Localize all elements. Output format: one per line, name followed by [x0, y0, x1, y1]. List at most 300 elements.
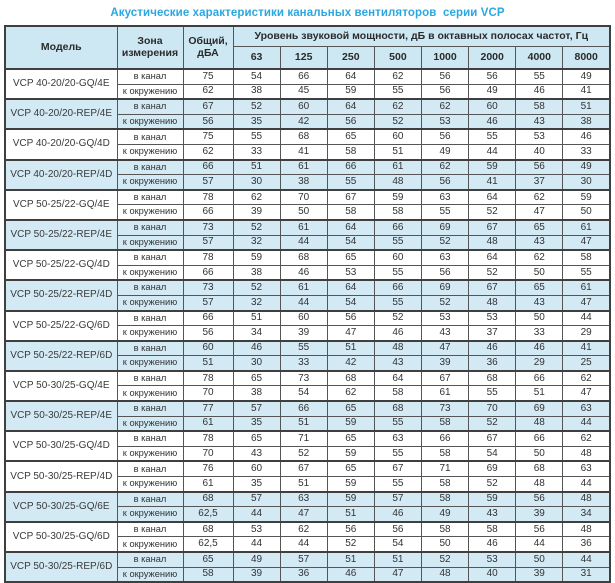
total-dba-cell: 58 [183, 567, 233, 582]
level-cell: 57 [233, 492, 280, 507]
level-cell: 58 [327, 205, 374, 220]
level-cell: 41 [469, 175, 516, 190]
zone-cell: в канал [117, 280, 183, 295]
model-cell: VCP 50-25/22-GQ/4E [5, 190, 117, 220]
level-cell: 61 [280, 280, 327, 295]
level-cell: 50 [563, 205, 610, 220]
col-header-freq-group: Уровень звуковой мощности, дБ в октавных полосах частот, Гц [233, 26, 610, 47]
level-cell: 58 [422, 492, 469, 507]
level-cell: 44 [516, 537, 563, 552]
level-cell: 53 [516, 129, 563, 144]
level-cell: 47 [327, 326, 374, 341]
level-cell: 50 [516, 552, 563, 567]
zone-cell: в канал [117, 522, 183, 537]
level-cell: 64 [374, 371, 421, 386]
level-cell: 58 [374, 205, 421, 220]
level-cell: 67 [374, 461, 421, 476]
level-cell: 52 [422, 295, 469, 310]
total-dba-cell: 62 [183, 144, 233, 159]
level-cell: 64 [327, 69, 374, 84]
level-cell: 46 [327, 567, 374, 582]
level-cell: 25 [563, 356, 610, 371]
level-cell: 58 [327, 144, 374, 159]
model-cell: VCP 50-30/25-GQ/4D [5, 431, 117, 461]
level-cell: 59 [327, 477, 374, 492]
level-cell: 65 [327, 401, 374, 416]
table-row [5, 492, 610, 507]
level-cell: 61 [563, 280, 610, 295]
total-dba-cell: 67 [183, 99, 233, 114]
zone-cell: к окружению [117, 205, 183, 220]
level-cell: 70 [469, 401, 516, 416]
level-cell: 66 [516, 371, 563, 386]
zone-cell: в канал [117, 250, 183, 265]
zone-cell: к окружению [117, 84, 183, 99]
zone-cell: к окружению [117, 537, 183, 552]
level-cell: 43 [233, 446, 280, 461]
level-cell: 46 [516, 84, 563, 99]
zone-cell: в канал [117, 160, 183, 175]
level-cell: 46 [469, 537, 516, 552]
table-body [5, 69, 610, 582]
level-cell: 47 [563, 235, 610, 250]
model-cell: VCP 40-20/20-GQ/4D [5, 129, 117, 159]
zone-cell: к окружению [117, 235, 183, 250]
level-cell: 48 [374, 175, 421, 190]
level-cell: 51 [563, 99, 610, 114]
level-cell: 32 [233, 295, 280, 310]
level-cell: 52 [422, 235, 469, 250]
level-cell: 56 [422, 69, 469, 84]
level-cell: 34 [563, 507, 610, 522]
level-cell: 54 [327, 235, 374, 250]
total-dba-cell: 70 [183, 446, 233, 461]
col-header-freq-8000: 8000 [563, 47, 610, 70]
zone-cell: в канал [117, 311, 183, 326]
zone-cell: к окружению [117, 114, 183, 129]
level-cell: 55 [327, 175, 374, 190]
zone-cell: к окружению [117, 175, 183, 190]
level-cell: 45 [280, 84, 327, 99]
total-dba-cell: 78 [183, 250, 233, 265]
level-cell: 64 [327, 99, 374, 114]
level-cell: 41 [563, 341, 610, 356]
level-cell: 62 [374, 69, 421, 84]
level-cell: 57 [280, 552, 327, 567]
total-dba-cell: 62 [183, 84, 233, 99]
level-cell: 62 [422, 160, 469, 175]
col-header-freq-250: 250 [327, 47, 374, 70]
zone-cell: к окружению [117, 386, 183, 401]
table-row [5, 129, 610, 144]
level-cell: 62 [327, 386, 374, 401]
level-cell: 39 [280, 326, 327, 341]
level-cell: 48 [563, 446, 610, 461]
col-header-freq-500: 500 [374, 47, 421, 70]
level-cell: 35 [233, 477, 280, 492]
level-cell: 43 [516, 235, 563, 250]
level-cell: 38 [280, 175, 327, 190]
level-cell: 38 [563, 114, 610, 129]
zone-cell: в канал [117, 99, 183, 114]
level-cell: 62 [422, 99, 469, 114]
level-cell: 55 [422, 205, 469, 220]
level-cell: 42 [280, 114, 327, 129]
level-cell: 68 [374, 401, 421, 416]
total-dba-cell: 57 [183, 295, 233, 310]
level-cell: 52 [469, 477, 516, 492]
level-cell: 29 [516, 356, 563, 371]
col-header-freq-63: 63 [233, 47, 280, 70]
level-cell: 54 [280, 386, 327, 401]
level-cell: 59 [327, 84, 374, 99]
level-cell: 44 [233, 507, 280, 522]
level-cell: 62 [516, 190, 563, 205]
level-cell: 41 [280, 144, 327, 159]
level-cell: 56 [516, 522, 563, 537]
level-cell: 53 [469, 311, 516, 326]
level-cell: 48 [563, 522, 610, 537]
zone-cell: к окружению [117, 144, 183, 159]
level-cell: 47 [374, 567, 421, 582]
col-header-freq-1000: 1000 [422, 47, 469, 70]
level-cell: 56 [516, 492, 563, 507]
level-cell: 42 [327, 356, 374, 371]
level-cell: 51 [374, 552, 421, 567]
level-cell: 57 [374, 492, 421, 507]
table-row [5, 160, 610, 175]
level-cell: 61 [280, 160, 327, 175]
level-cell: 48 [563, 492, 610, 507]
level-cell: 36 [563, 537, 610, 552]
level-cell: 52 [374, 311, 421, 326]
level-cell: 40 [516, 144, 563, 159]
level-cell: 52 [422, 552, 469, 567]
zone-cell: в канал [117, 220, 183, 235]
level-cell: 49 [233, 552, 280, 567]
level-cell: 61 [374, 160, 421, 175]
level-cell: 38 [233, 265, 280, 280]
level-cell: 69 [422, 220, 469, 235]
level-cell: 54 [233, 69, 280, 84]
level-cell: 65 [516, 280, 563, 295]
level-cell: 35 [233, 416, 280, 431]
level-cell: 60 [374, 250, 421, 265]
zone-cell: в канал [117, 461, 183, 476]
table-row [5, 220, 610, 235]
level-cell: 43 [469, 507, 516, 522]
total-dba-cell: 73 [183, 280, 233, 295]
total-dba-cell: 75 [183, 129, 233, 144]
level-cell: 60 [280, 311, 327, 326]
level-cell: 46 [469, 341, 516, 356]
level-cell: 66 [327, 160, 374, 175]
level-cell: 59 [233, 250, 280, 265]
level-cell: 61 [280, 220, 327, 235]
level-cell: 55 [469, 129, 516, 144]
level-cell: 67 [327, 190, 374, 205]
zone-cell: в канал [117, 190, 183, 205]
level-cell: 44 [563, 416, 610, 431]
total-dba-cell: 76 [183, 461, 233, 476]
level-cell: 51 [374, 144, 421, 159]
col-header-freq-125: 125 [280, 47, 327, 70]
level-cell: 58 [422, 522, 469, 537]
total-dba-cell: 75 [183, 69, 233, 84]
level-cell: 61 [422, 386, 469, 401]
col-header-freq-2000: 2000 [469, 47, 516, 70]
level-cell: 60 [280, 99, 327, 114]
level-cell: 54 [327, 295, 374, 310]
level-cell: 57 [233, 401, 280, 416]
level-cell: 53 [327, 265, 374, 280]
level-cell: 56 [422, 265, 469, 280]
level-cell: 65 [327, 461, 374, 476]
level-cell: 29 [563, 326, 610, 341]
table-row [5, 190, 610, 205]
level-cell: 35 [233, 114, 280, 129]
total-dba-cell: 73 [183, 220, 233, 235]
total-dba-cell: 51 [183, 356, 233, 371]
level-cell: 59 [469, 492, 516, 507]
level-cell: 48 [516, 416, 563, 431]
table-row [5, 311, 610, 326]
level-cell: 60 [469, 99, 516, 114]
level-cell: 55 [374, 84, 421, 99]
level-cell: 31 [563, 567, 610, 582]
model-cell: VCP 40-20/20-GQ/4E [5, 69, 117, 99]
header-row-top [5, 26, 610, 47]
level-cell: 39 [422, 356, 469, 371]
table-row [5, 552, 610, 567]
total-dba-cell: 78 [183, 190, 233, 205]
col-header-model: Модель [5, 26, 117, 69]
model-cell: VCP 50-30/25-REP/4E [5, 401, 117, 431]
level-cell: 68 [327, 371, 374, 386]
zone-cell: в канал [117, 552, 183, 567]
level-cell: 67 [280, 461, 327, 476]
model-cell: VCP 50-30/25-REP/6D [5, 552, 117, 582]
level-cell: 52 [233, 99, 280, 114]
level-cell: 44 [563, 477, 610, 492]
level-cell: 59 [327, 446, 374, 461]
level-cell: 59 [563, 190, 610, 205]
total-dba-cell: 68 [183, 492, 233, 507]
level-cell: 65 [233, 431, 280, 446]
level-cell: 60 [374, 129, 421, 144]
total-dba-cell: 77 [183, 401, 233, 416]
level-cell: 53 [233, 522, 280, 537]
total-dba-cell: 57 [183, 175, 233, 190]
level-cell: 38 [233, 84, 280, 99]
total-dba-cell: 61 [183, 477, 233, 492]
model-cell: VCP 50-30/25-GQ/4E [5, 371, 117, 401]
level-cell: 59 [469, 160, 516, 175]
level-cell: 33 [233, 144, 280, 159]
level-cell: 69 [422, 280, 469, 295]
level-cell: 70 [280, 190, 327, 205]
level-cell: 71 [280, 431, 327, 446]
level-cell: 66 [280, 69, 327, 84]
level-cell: 48 [469, 235, 516, 250]
level-cell: 50 [516, 446, 563, 461]
model-cell: VCP 50-30/25-REP/4D [5, 461, 117, 491]
model-cell: VCP 50-25/22-GQ/4D [5, 250, 117, 280]
col-header-zone: Зона измерения [117, 26, 183, 69]
level-cell: 43 [516, 114, 563, 129]
acoustic-characteristics-table [4, 25, 611, 583]
level-cell: 51 [327, 552, 374, 567]
level-cell: 30 [233, 175, 280, 190]
level-cell: 40 [469, 567, 516, 582]
model-cell: VCP 40-20/20-REP/4D [5, 160, 117, 190]
level-cell: 52 [469, 416, 516, 431]
level-cell: 65 [516, 220, 563, 235]
level-cell: 63 [563, 461, 610, 476]
level-cell: 44 [233, 537, 280, 552]
level-cell: 46 [374, 326, 421, 341]
level-cell: 66 [374, 280, 421, 295]
level-cell: 50 [516, 265, 563, 280]
level-cell: 65 [327, 250, 374, 265]
table-row [5, 250, 610, 265]
level-cell: 55 [563, 265, 610, 280]
level-cell: 47 [563, 386, 610, 401]
level-cell: 67 [469, 431, 516, 446]
zone-cell: в канал [117, 69, 183, 84]
level-cell: 56 [422, 175, 469, 190]
level-cell: 49 [563, 69, 610, 84]
level-cell: 55 [280, 341, 327, 356]
total-dba-cell: 62,5 [183, 537, 233, 552]
level-cell: 39 [516, 507, 563, 522]
total-dba-cell: 66 [183, 311, 233, 326]
level-cell: 65 [327, 129, 374, 144]
level-cell: 69 [516, 401, 563, 416]
level-cell: 50 [516, 311, 563, 326]
level-cell: 56 [422, 129, 469, 144]
level-cell: 73 [280, 371, 327, 386]
level-cell: 66 [280, 401, 327, 416]
level-cell: 51 [233, 311, 280, 326]
level-cell: 48 [374, 341, 421, 356]
level-cell: 68 [516, 461, 563, 476]
level-cell: 51 [327, 507, 374, 522]
level-cell: 55 [374, 295, 421, 310]
level-cell: 51 [280, 416, 327, 431]
level-cell: 36 [280, 567, 327, 582]
level-cell: 56 [516, 160, 563, 175]
table-header [5, 26, 610, 69]
level-cell: 65 [233, 371, 280, 386]
total-dba-cell: 78 [183, 431, 233, 446]
level-cell: 67 [469, 280, 516, 295]
level-cell: 63 [374, 431, 421, 446]
level-cell: 44 [280, 295, 327, 310]
total-dba-cell: 66 [183, 205, 233, 220]
total-dba-cell: 78 [183, 371, 233, 386]
level-cell: 49 [422, 507, 469, 522]
level-cell: 52 [233, 280, 280, 295]
level-cell: 47 [422, 341, 469, 356]
level-cell: 48 [469, 295, 516, 310]
level-cell: 62 [374, 99, 421, 114]
level-cell: 59 [327, 492, 374, 507]
table-row [5, 280, 610, 295]
level-cell: 55 [374, 477, 421, 492]
zone-cell: в канал [117, 341, 183, 356]
level-cell: 58 [422, 477, 469, 492]
level-cell: 64 [469, 190, 516, 205]
level-cell: 46 [516, 341, 563, 356]
level-cell: 53 [422, 311, 469, 326]
level-cell: 33 [563, 144, 610, 159]
level-cell: 56 [327, 311, 374, 326]
level-cell: 67 [422, 371, 469, 386]
level-cell: 54 [469, 446, 516, 461]
level-cell: 62 [280, 522, 327, 537]
level-cell: 44 [563, 311, 610, 326]
level-cell: 32 [233, 235, 280, 250]
level-cell: 66 [422, 431, 469, 446]
level-cell: 66 [374, 220, 421, 235]
level-cell: 50 [422, 537, 469, 552]
table-row [5, 461, 610, 476]
level-cell: 60 [233, 461, 280, 476]
level-cell: 48 [422, 567, 469, 582]
total-dba-cell: 60 [183, 341, 233, 356]
level-cell: 64 [469, 250, 516, 265]
level-cell: 34 [233, 326, 280, 341]
level-cell: 50 [280, 205, 327, 220]
total-dba-cell: 57 [183, 235, 233, 250]
level-cell: 33 [516, 326, 563, 341]
level-cell: 69 [469, 461, 516, 476]
level-cell: 62 [516, 250, 563, 265]
level-cell: 43 [374, 356, 421, 371]
level-cell: 65 [327, 431, 374, 446]
level-cell: 68 [280, 129, 327, 144]
level-cell: 51 [280, 477, 327, 492]
level-cell: 56 [469, 69, 516, 84]
level-cell: 44 [469, 144, 516, 159]
level-cell: 71 [422, 461, 469, 476]
total-dba-cell: 62,5 [183, 507, 233, 522]
zone-cell: в канал [117, 401, 183, 416]
model-cell: VCP 50-25/22-REP/6D [5, 341, 117, 371]
zone-cell: к окружению [117, 326, 183, 341]
table-row [5, 371, 610, 386]
level-cell: 51 [327, 341, 374, 356]
level-cell: 55 [469, 386, 516, 401]
level-cell: 53 [422, 114, 469, 129]
level-cell: 41 [563, 84, 610, 99]
total-dba-cell: 65 [183, 552, 233, 567]
level-cell: 55 [374, 416, 421, 431]
total-dba-cell: 56 [183, 114, 233, 129]
zone-cell: в канал [117, 129, 183, 144]
level-cell: 58 [422, 416, 469, 431]
zone-cell: к окружению [117, 507, 183, 522]
total-dba-cell: 56 [183, 326, 233, 341]
total-dba-cell: 68 [183, 522, 233, 537]
model-cell: VCP 50-30/25-GQ/6D [5, 522, 117, 552]
level-cell: 44 [280, 235, 327, 250]
level-cell: 68 [280, 250, 327, 265]
zone-cell: к окружению [117, 446, 183, 461]
level-cell: 56 [327, 114, 374, 129]
model-cell: VCP 50-25/22-REP/4E [5, 220, 117, 250]
